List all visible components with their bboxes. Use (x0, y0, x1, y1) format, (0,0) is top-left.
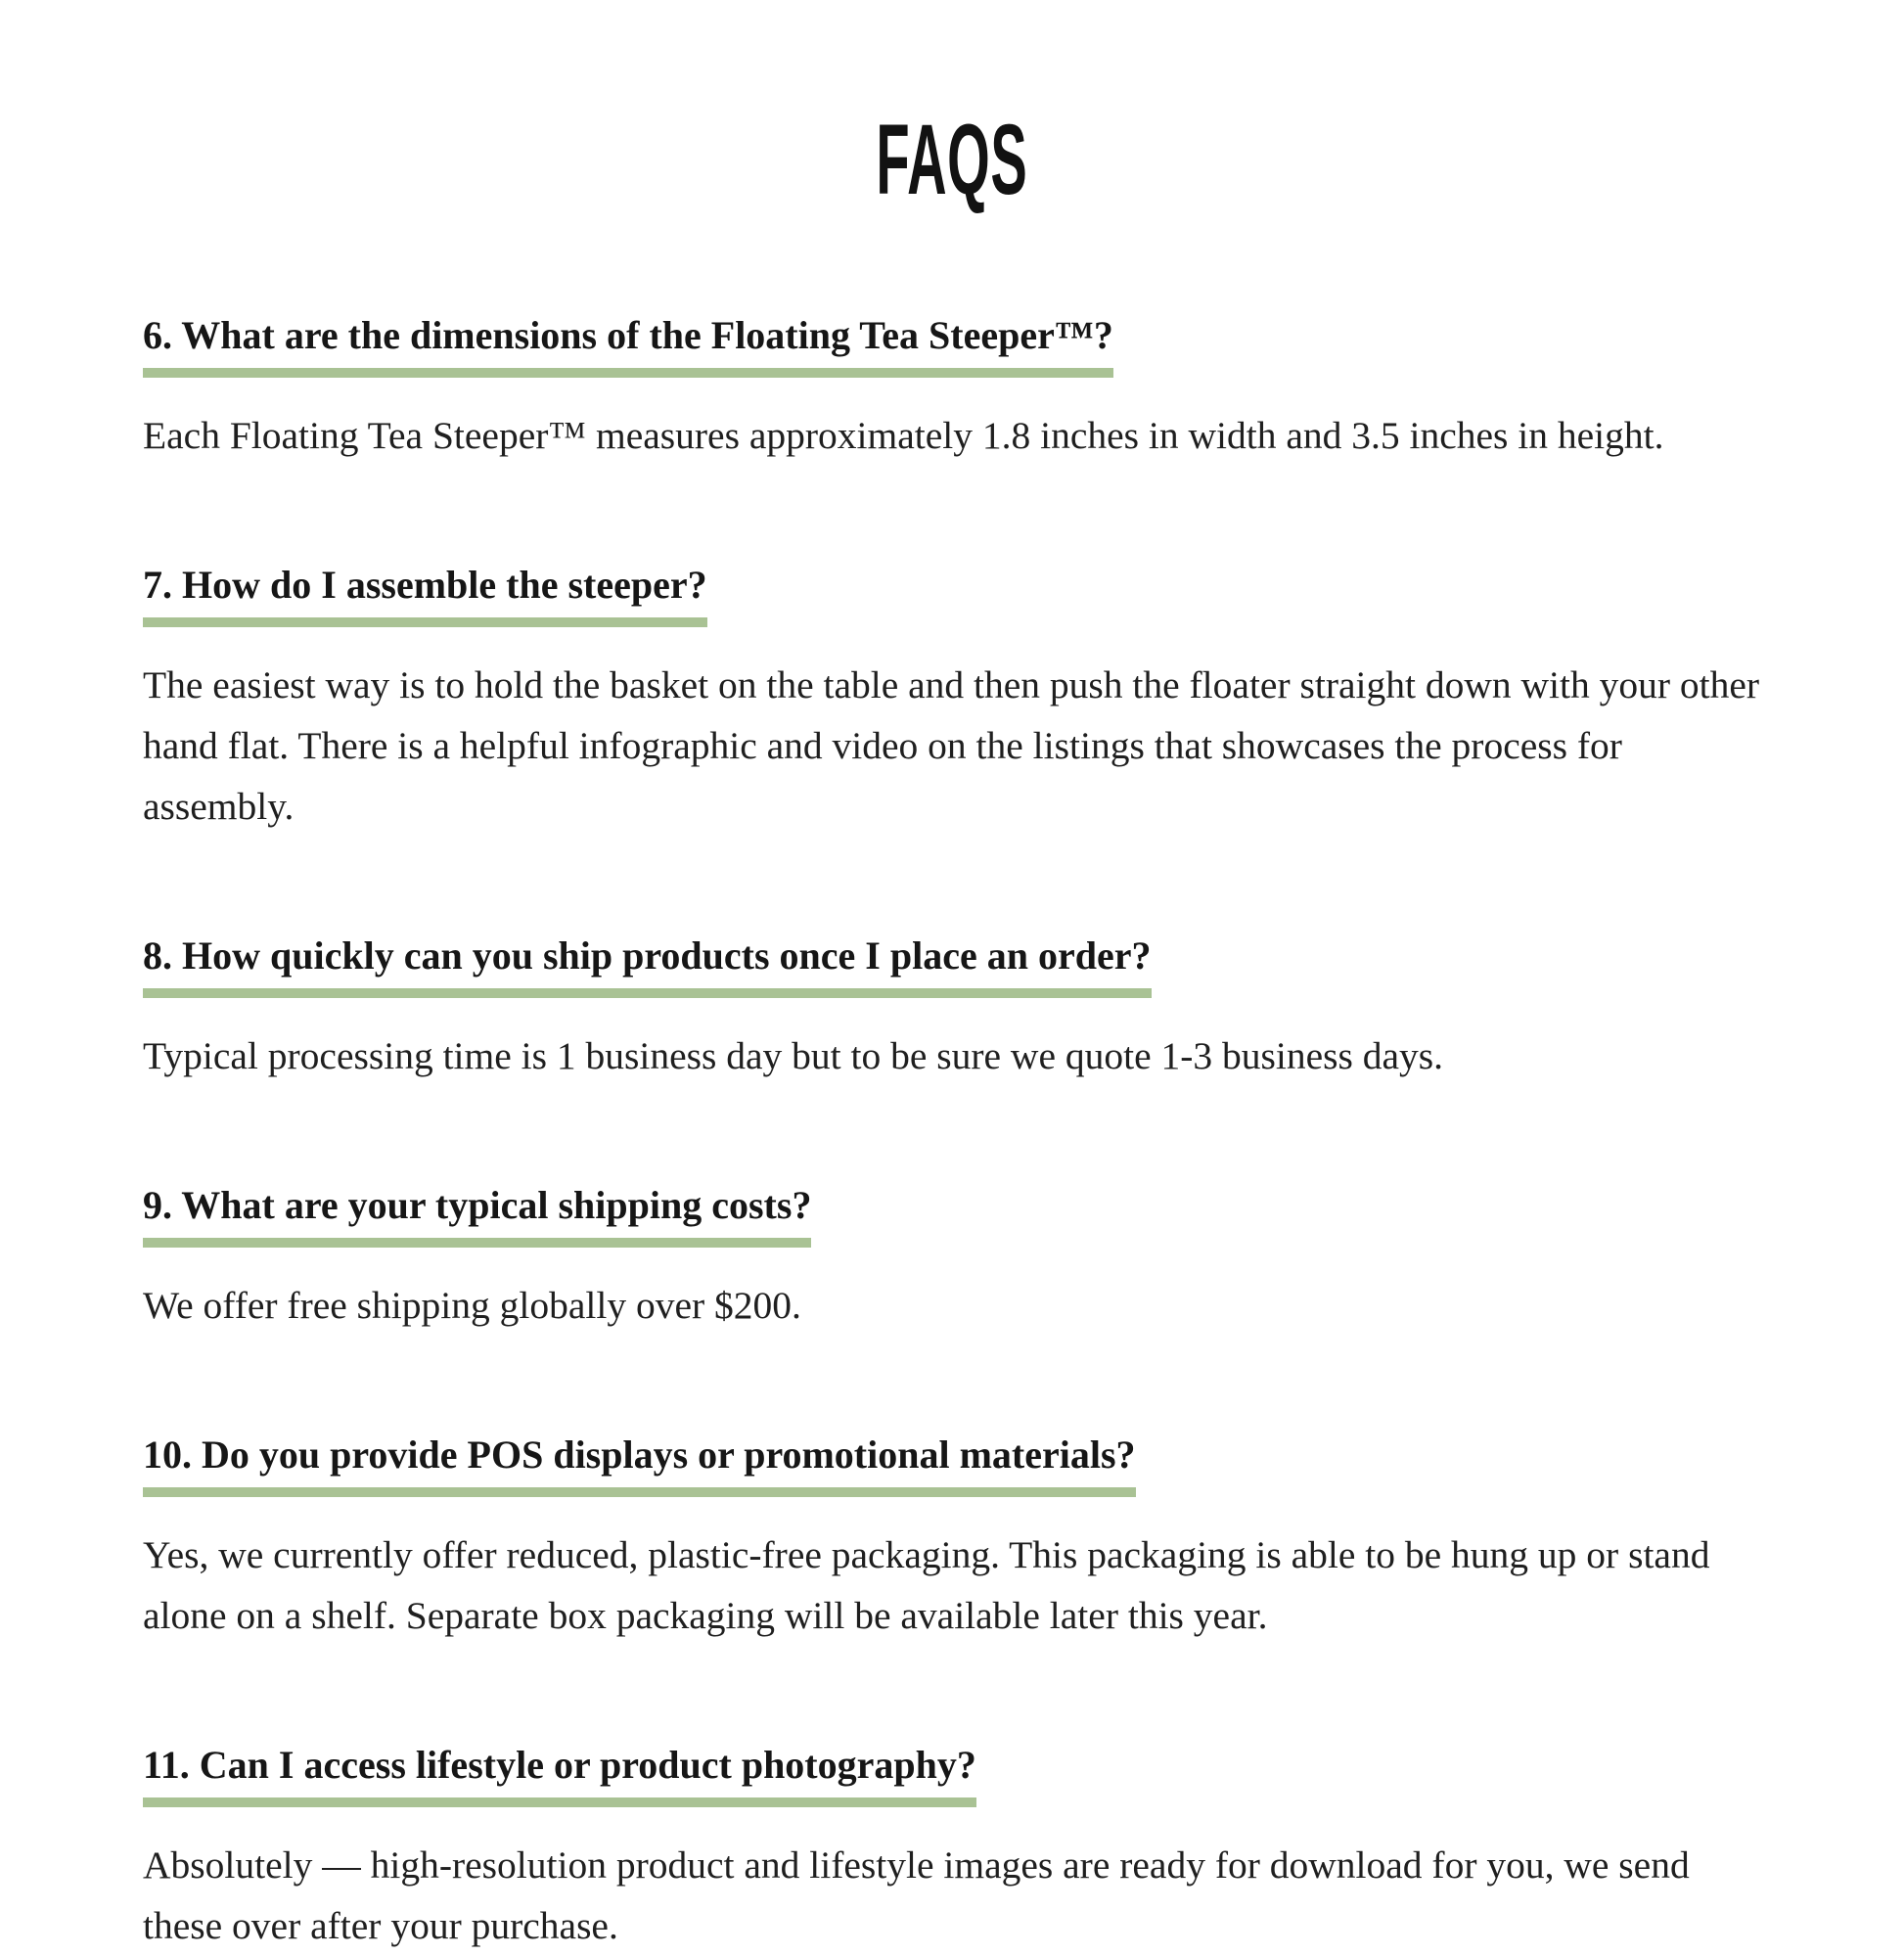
faq-item (143, 1430, 1761, 1646)
page-title (0, 0, 1904, 215)
faq-answer: Absolutely — high-resolution product and lifestyle images are ready for download for you, we send these over after your purchase. (143, 1843, 1690, 1948)
faq-answer: The easiest way is to hold the basket on the table and then push the floater straight down with your other hand flat. There is a helpful infographic and video on the listings that showcases the process for assembly. (143, 663, 1760, 829)
faq-list (0, 310, 1904, 1956)
faq-question: 8. How quickly can you ship products once I place an order? (143, 931, 1152, 998)
faq-answer: Yes, we currently offer reduced, plastic-free packaging. This packaging is able to be hung up or stand alone on a shelf. Separate box packaging will be available later this year. (143, 1533, 1710, 1638)
faq-question: 10. Do you provide POS displays or promotional materials? (143, 1430, 1136, 1497)
faq-item (143, 560, 1761, 837)
page-title-text: FAQS (876, 104, 1028, 215)
faq-item (143, 1180, 1761, 1336)
faq-item (143, 931, 1761, 1086)
faq-answer: We offer free shipping globally over $200. (143, 1284, 801, 1328)
faq-question: 7. How do I assemble the steeper? (143, 560, 707, 627)
faq-question: 11. Can I access lifestyle or product photography? (143, 1740, 976, 1807)
faq-item (143, 310, 1761, 466)
faq-question: 6. What are the dimensions of the Floating Tea Steeper™? (143, 310, 1113, 378)
faq-item (143, 1740, 1761, 1956)
faq-answer: Each Floating Tea Steeper™ measures approximately 1.8 inches in width and 3.5 inches in height. (143, 414, 1664, 458)
faq-question: 9. What are your typical shipping costs? (143, 1180, 811, 1248)
faq-answer: Typical processing time is 1 business day but to be sure we quote 1-3 business days. (143, 1034, 1444, 1078)
